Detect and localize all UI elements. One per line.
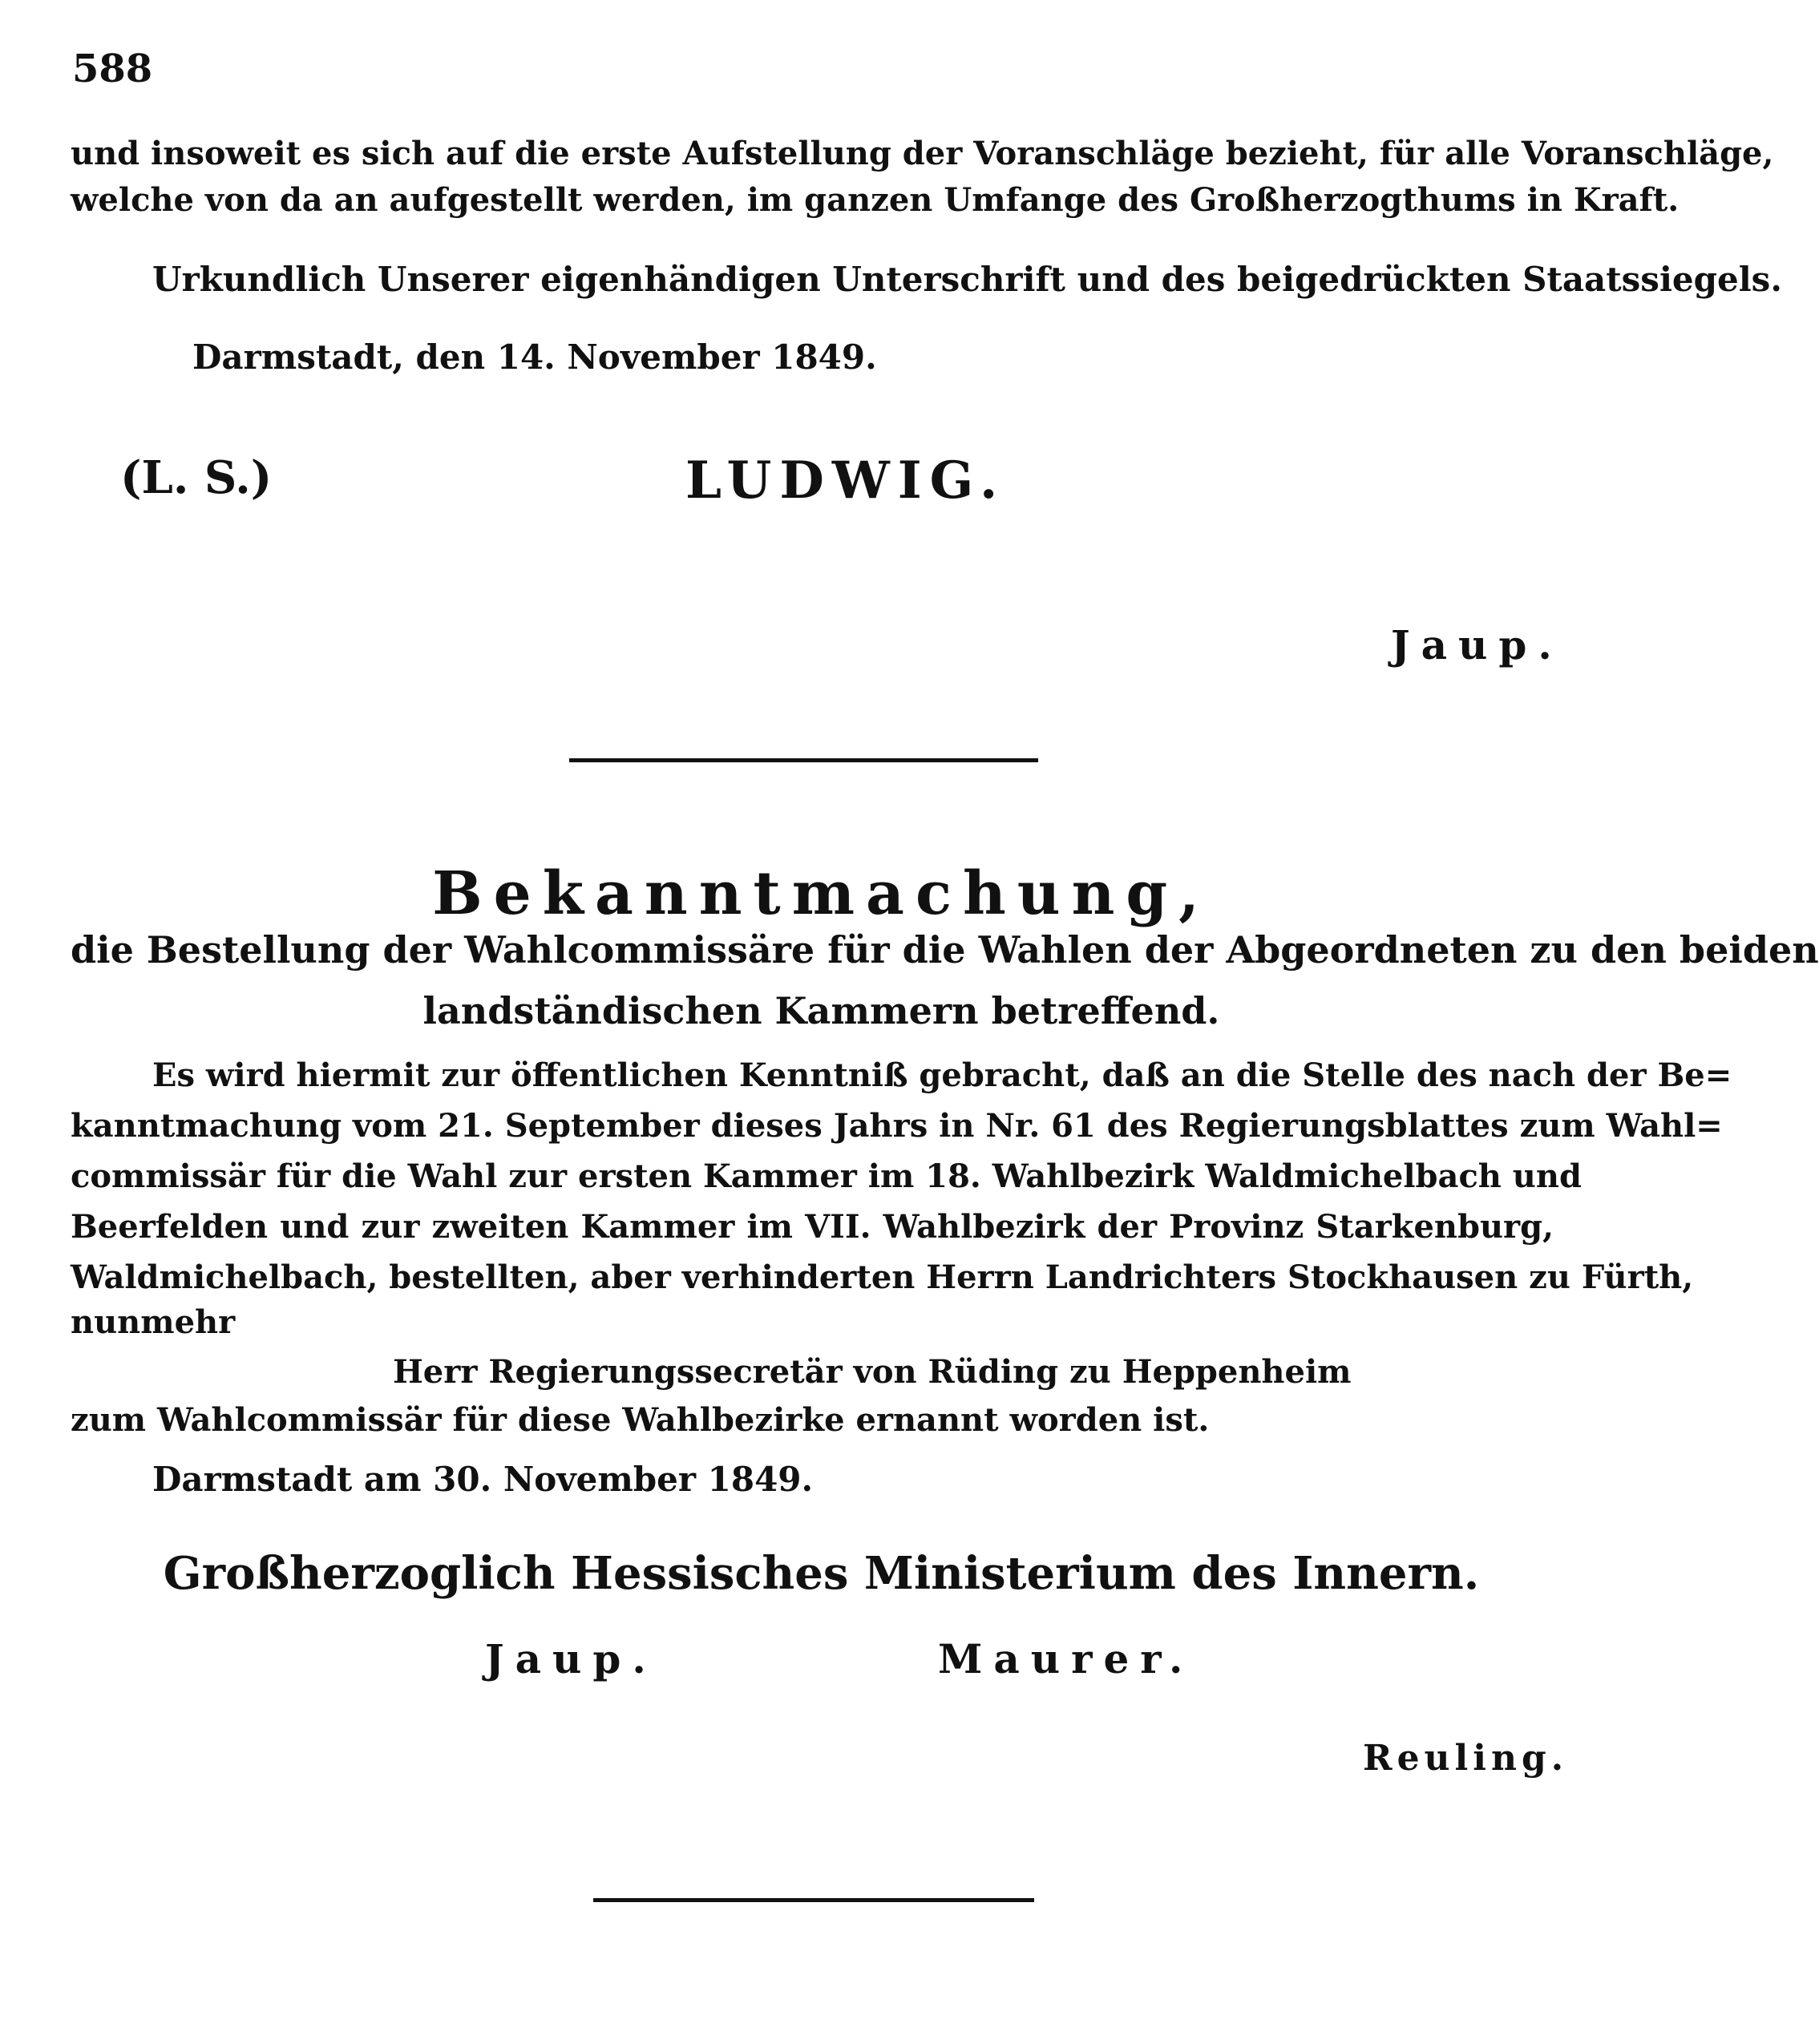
seal-mark: (L. S.) <box>120 451 273 504</box>
appointment-line: zum Wahlcommissär für diese Wahlbezirke ernannt worden ist. <box>71 1401 1210 1439</box>
ruler-signature: LUDWIG. <box>685 450 1006 511</box>
announcement-body-line: Waldmichelbach, bestellten, aber verhinderten Herrn Landrichters Stockhausen zu Fürth, <box>71 1258 1694 1296</box>
decree-text-line: welche von da an aufgestellt werden, im ganzen Umfange des Großherzogthums in Kraft. <box>71 181 1680 219</box>
decree-attestation: Urkundlich Unserer eigenhändigen Unterschrift und des beigedrückten Staatssiegels. <box>152 260 1782 299</box>
minister-signature: Jaup. <box>485 1635 657 1682</box>
section-divider <box>593 1898 1034 1902</box>
page-number: 588 <box>72 46 153 91</box>
ministry-name: Großherzoglich Hessisches Ministerium des Innern. <box>163 1547 1480 1600</box>
announcement-subject-line: landständischen Kammern betreffend. <box>422 989 1220 1032</box>
appointee-line: Herr Regierungssecretär von Rüding zu Heppenheim <box>393 1353 1352 1391</box>
announcement-subject-line: die Bestellung der Wahlcommissäre für die Wahlen der Abgeordneten zu den beiden <box>71 928 1819 972</box>
section-divider <box>569 758 1038 762</box>
announcement-body-line: commissär für die Wahl zur ersten Kammer im 18. Wahlbezirk Waldmichelbach und <box>71 1157 1582 1195</box>
secretary-signature: Reuling. <box>1363 1738 1569 1779</box>
announcement-body-line: Beerfelden und zur zweiten Kammer im VII. Wahlbezirk der Provinz Starkenburg, <box>71 1208 1554 1246</box>
decree-text-line: und insoweit es sich auf die erste Aufstellung der Voranschläge bezieht, für alle Voranschläge, <box>71 135 1774 172</box>
announcement-body-line: kanntmachung vom 21. September dieses Jahrs in Nr. 61 des Regierungsblattes zum Wahl= <box>71 1107 1723 1145</box>
countersignature: Jaup. <box>1391 621 1563 669</box>
announcement-date: Darmstadt am 30. November 1849. <box>152 1460 814 1499</box>
minister-signature: Maurer. <box>938 1635 1194 1682</box>
announcement-body-line: nunmehr <box>71 1303 236 1341</box>
announcement-heading: Bekanntmachung, <box>432 859 1211 928</box>
decree-date: Darmstadt, den 14. November 1849. <box>192 337 877 377</box>
announcement-body-line: Es wird hiermit zur öffentlichen Kenntniß gebracht, daß an die Stelle des nach der Be= <box>152 1056 1732 1094</box>
